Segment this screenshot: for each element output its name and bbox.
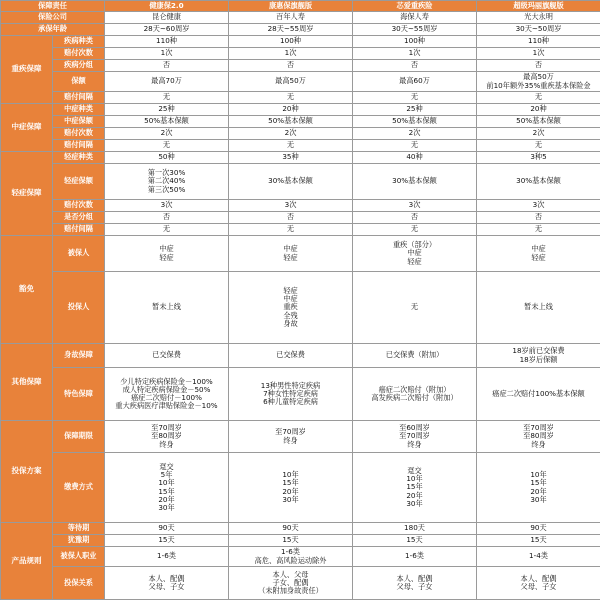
mild-cell: 无 [229,224,353,236]
moderate-cell: 25种 [105,104,229,116]
moderate-row-label: 赔付次数 [53,128,105,140]
mild-cell: 30%基本保额 [477,164,600,200]
age-value-3: 30天~55周岁 [353,24,477,36]
moderate-cell: 20种 [229,104,353,116]
plan-category: 投保方案 [1,421,53,523]
critical-category: 重疾保障 [1,36,53,104]
mild-cell: 3种5 [477,152,600,164]
mild-row [1,224,600,236]
rules-row-label: 投保关系 [53,567,105,600]
mild-cell: 40种 [353,152,477,164]
header-product-2: 康惠保旗舰版 [229,1,353,12]
moderate-cell: 50%基本保额 [229,116,353,128]
critical-cell: 否 [105,60,229,72]
critical-cell: 最高60万 [353,72,477,92]
rules-cell: 180天 [353,523,477,535]
rules-cell: 15天 [229,535,353,547]
other-category: 其他保障 [1,344,53,421]
age-value-4: 30天~50周岁 [477,24,600,36]
exemption-cell: 中症 轻症 [477,236,600,272]
moderate-row-label: 中症种类 [53,104,105,116]
header-coverage-label: 保障责任 [1,1,105,12]
rules-row-label: 被保人职业 [53,547,105,567]
critical-cell: 100种 [353,36,477,48]
critical-cell: 无 [353,92,477,104]
other-cell: 癌症二次赔付100%基本保额 [477,368,600,421]
critical-cell: 1次 [229,48,353,60]
moderate-cell: 20种 [477,104,600,116]
other-row [1,368,600,421]
plan-cell: 至60周岁 至70周岁 终身 [353,421,477,453]
header-row [1,1,600,12]
other-cell: 18岁前已交保费 18岁后保额 [477,344,600,368]
mild-category: 轻症保障 [1,152,53,236]
critical-cell: 否 [229,60,353,72]
mild-cell: 无 [353,224,477,236]
header-product-1: 健康保2.0 [105,1,229,12]
company-value-2: 百年人寿 [229,12,353,24]
plan-cell: 10年 15年 20年 30年 [229,453,353,523]
mild-cell: 3次 [229,200,353,212]
header-product-3: 芯爱重疾险 [353,1,477,12]
mild-cell: 3次 [353,200,477,212]
other-row [1,344,600,368]
rules-cell: 15天 [353,535,477,547]
age-row [1,24,600,36]
moderate-cell: 无 [229,140,353,152]
exemption-cell: 暂未上线 [477,272,600,344]
critical-row-label: 赔付次数 [53,48,105,60]
plan-cell: 10年 15年 20年 30年 [477,453,600,523]
other-row-label: 身故保障 [53,344,105,368]
plan-cell: 趸交 10年 15年 20年 30年 [353,453,477,523]
rules-cell: 本人、父母 子女、配偶 （未附加身故责任） [229,567,353,600]
rules-cell: 90天 [229,523,353,535]
critical-cell: 1次 [353,48,477,60]
critical-row [1,92,600,104]
critical-cell: 无 [229,92,353,104]
mild-cell: 否 [477,212,600,224]
plan-row [1,421,600,453]
moderate-row-label: 赔付间隔 [53,140,105,152]
moderate-row [1,104,600,116]
plan-cell: 至70周岁 至80周岁 终身 [105,421,229,453]
mild-row-label: 赔付间隔 [53,224,105,236]
critical-cell: 110种 [477,36,600,48]
rules-row [1,535,600,547]
rules-row-label: 犹豫期 [53,535,105,547]
exemption-category: 豁免 [1,236,53,344]
critical-cell: 最高70万 [105,72,229,92]
plan-cell: 至70周岁 至80周岁 终身 [477,421,600,453]
critical-cell: 最高50万 前10年额外35%重疾基本保险金 [477,72,600,92]
mild-row [1,164,600,200]
mild-cell: 30%基本保额 [353,164,477,200]
other-cell: 癌症二次赔付（附加） 高发疾病二次赔付（附加） [353,368,477,421]
exemption-cell: 无 [353,272,477,344]
rules-cell: 本人、配偶 父母、子女 [353,567,477,600]
rules-cell: 1-6类 [105,547,229,567]
mild-cell: 否 [105,212,229,224]
exemption-row [1,236,600,272]
moderate-cell: 50%基本保额 [353,116,477,128]
moderate-row [1,116,600,128]
other-cell: 少儿特定疾病保险金－100% 成人特定疾病保险金－50% 癌症二次赔付－100% 重大疾病医疗津贴保险金－10% [105,368,229,421]
company-value-3: 海保人寿 [353,12,477,24]
rules-row-label: 等待期 [53,523,105,535]
critical-row [1,72,600,92]
header-product-4: 超级玛丽旗舰版 [477,1,600,12]
mild-row-label: 是否分组 [53,212,105,224]
moderate-row-label: 中症保额 [53,116,105,128]
critical-row-label: 疾病种类 [53,36,105,48]
mild-cell: 3次 [477,200,600,212]
plan-row [1,453,600,523]
rules-cell: 1-6类 高危、高风险运动除外 [229,547,353,567]
other-row-label: 特色保障 [53,368,105,421]
plan-cell: 至70周岁 终身 [229,421,353,453]
company-row [1,12,600,24]
exemption-cell: 轻症 中症 重疾 全残 身故 [229,272,353,344]
other-cell: 已交保费（附加） [353,344,477,368]
critical-row [1,36,600,48]
age-value-2: 28天~55周岁 [229,24,353,36]
moderate-row [1,128,600,140]
moderate-cell: 25种 [353,104,477,116]
rules-category: 产品规则 [1,523,53,600]
critical-cell: 无 [477,92,600,104]
exemption-cell: 中症 轻症 [229,236,353,272]
moderate-cell: 50%基本保额 [477,116,600,128]
moderate-row [1,140,600,152]
moderate-cell: 无 [353,140,477,152]
exemption-row-label: 被保人 [53,236,105,272]
moderate-cell: 50%基本保额 [105,116,229,128]
moderate-category: 中症保障 [1,104,53,152]
critical-cell: 110种 [105,36,229,48]
mild-cell: 否 [353,212,477,224]
critical-cell: 否 [353,60,477,72]
rules-cell: 90天 [105,523,229,535]
critical-row-label: 赔付间隔 [53,92,105,104]
other-cell: 已交保费 [229,344,353,368]
mild-cell: 否 [229,212,353,224]
mild-row-label: 轻症保额 [53,164,105,200]
plan-cell: 趸交 5年 10年 15年 20年 30年 [105,453,229,523]
exemption-row [1,272,600,344]
moderate-cell: 2次 [353,128,477,140]
mild-row [1,212,600,224]
company-value-1: 昆仑健康 [105,12,229,24]
other-cell: 13种男性特定疾病 7种女性特定疾病 6种儿童特定疾病 [229,368,353,421]
critical-row-label: 疾病分组 [53,60,105,72]
mild-row [1,152,600,164]
rules-cell: 15天 [477,535,600,547]
critical-cell: 无 [105,92,229,104]
critical-cell: 1次 [477,48,600,60]
critical-cell: 1次 [105,48,229,60]
moderate-cell: 无 [105,140,229,152]
moderate-cell: 无 [477,140,600,152]
mild-cell: 35种 [229,152,353,164]
rules-cell: 本人、配偶 父母、子女 [105,567,229,600]
exemption-row-label: 投保人 [53,272,105,344]
mild-cell: 30%基本保额 [229,164,353,200]
critical-cell: 否 [477,60,600,72]
rules-cell: 15天 [105,535,229,547]
mild-cell: 第一次30% 第二次40% 第三次50% [105,164,229,200]
company-label: 保险公司 [1,12,105,24]
rules-cell: 本人、配偶 父母、子女 [477,567,600,600]
company-value-4: 光大永明 [477,12,600,24]
rules-cell: 1-4类 [477,547,600,567]
rules-cell: 90天 [477,523,600,535]
age-label: 承保年龄 [1,24,105,36]
moderate-cell: 2次 [105,128,229,140]
mild-cell: 3次 [105,200,229,212]
mild-cell: 50种 [105,152,229,164]
critical-row [1,60,600,72]
exemption-cell: 暂未上线 [105,272,229,344]
moderate-cell: 2次 [477,128,600,140]
exemption-cell: 重疾（部分） 中症 轻症 [353,236,477,272]
rules-cell: 1-6类 [353,547,477,567]
critical-cell: 100种 [229,36,353,48]
other-cell: 已交保费 [105,344,229,368]
rules-row [1,523,600,535]
age-value-1: 28天~60周岁 [105,24,229,36]
critical-row [1,48,600,60]
rules-row [1,547,600,567]
moderate-cell: 2次 [229,128,353,140]
critical-cell: 最高50万 [229,72,353,92]
mild-row-label: 轻症种类 [53,152,105,164]
plan-row-label: 缴费方式 [53,453,105,523]
exemption-cell: 中症 轻症 [105,236,229,272]
mild-cell: 无 [477,224,600,236]
mild-row [1,200,600,212]
mild-cell: 无 [105,224,229,236]
mild-row-label: 赔付次数 [53,200,105,212]
plan-row-label: 保障期限 [53,421,105,453]
critical-row-label: 保额 [53,72,105,92]
